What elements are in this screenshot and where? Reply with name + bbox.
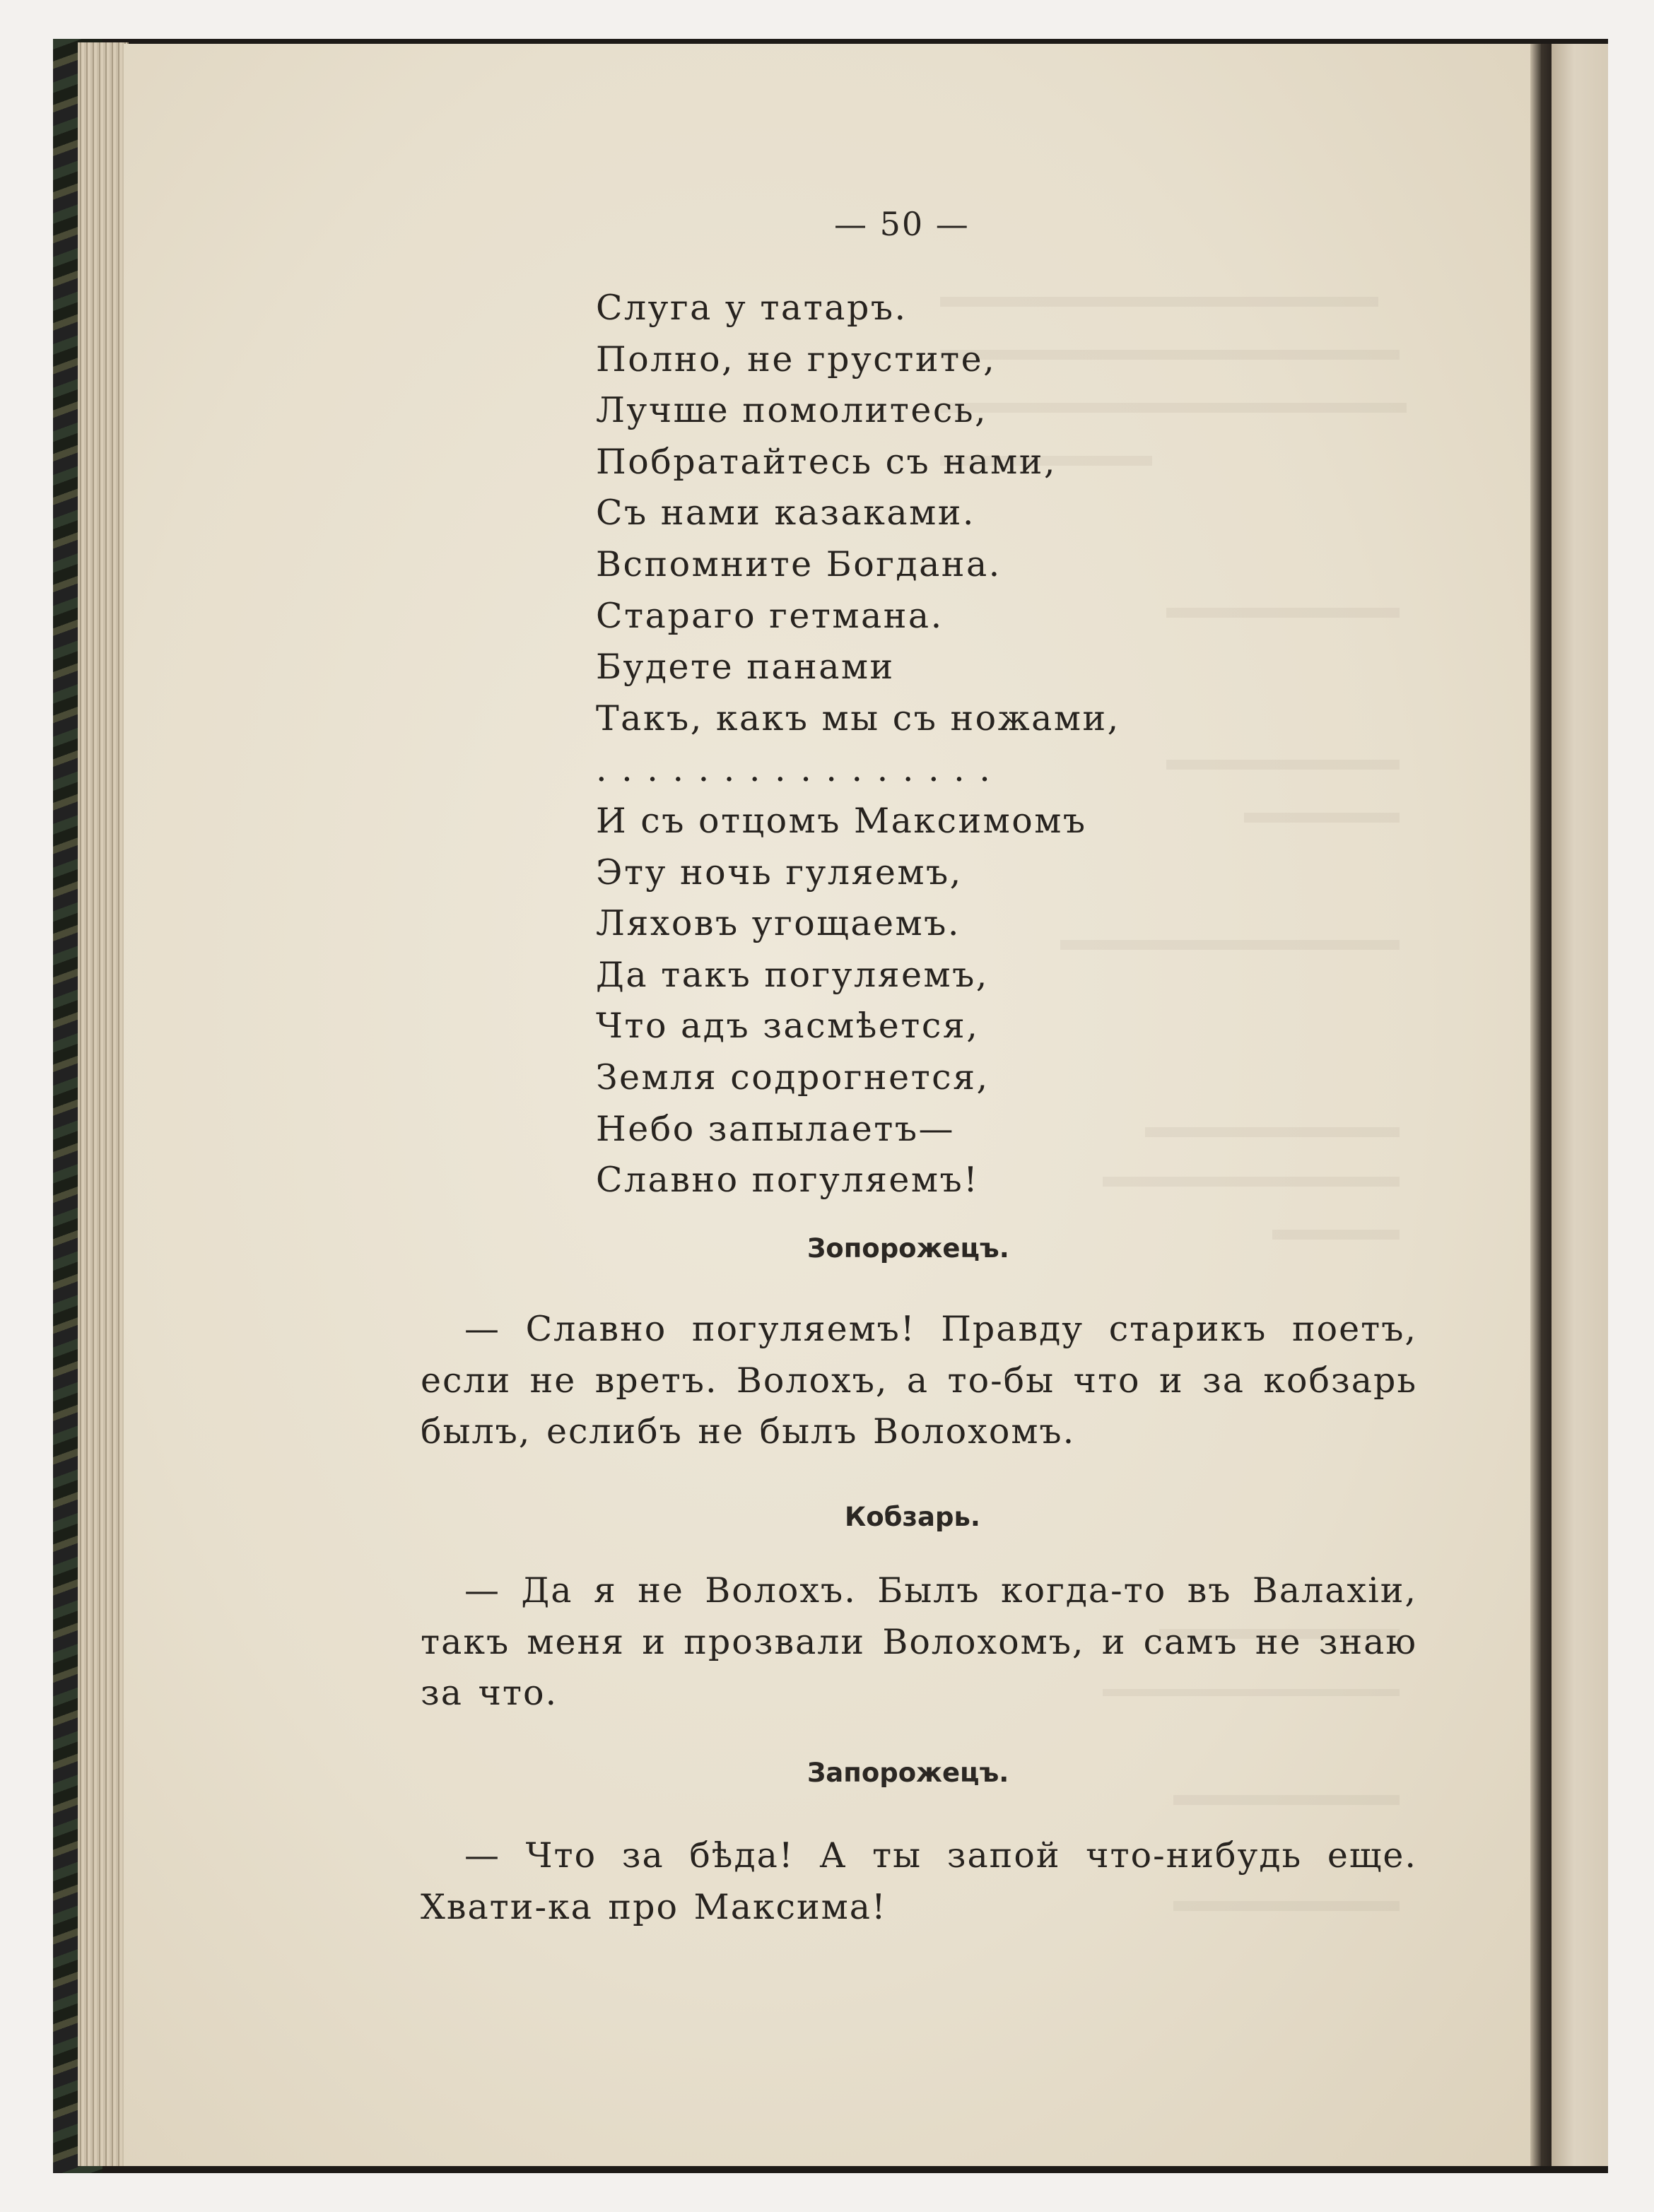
verse-line: Стараго гетмана. xyxy=(596,595,944,636)
facing-page-edge xyxy=(1552,44,1608,2166)
verse-line: Ляховъ угощаемъ. xyxy=(596,903,961,944)
dialogue-paragraph: — Что за бѣда! А ты запой что-нибудь еще. Хвати-ка про Максима! xyxy=(421,1835,1417,1927)
page-stack-edges xyxy=(78,42,129,2166)
verse-line: Да такъ погуляемъ, xyxy=(596,954,989,995)
verse-line: Вспомните Богдана. xyxy=(596,543,1002,584)
verse-line: Славно погуляемъ! xyxy=(596,1160,980,1201)
verse-line: Небо запылаетъ— xyxy=(596,1108,956,1149)
verse-line: Что адъ засмѣется, xyxy=(596,1006,980,1047)
page-number: — 50 — xyxy=(834,205,970,243)
verse-line: Будете панами xyxy=(596,647,895,688)
speaker-name: Запорожецъ. xyxy=(807,1758,1009,1788)
verse-line: Лучше помолитесь, xyxy=(596,390,988,431)
verse-line: Такъ, какъ мы съ ножами, xyxy=(596,698,1120,739)
song-verse xyxy=(596,283,1120,1206)
verse-line: И съ отцомъ Максимомъ xyxy=(596,800,1087,841)
verse-line: Слуга у татаръ. xyxy=(596,288,908,328)
speaker-name: Кобзарь. xyxy=(845,1502,980,1532)
book-gutter xyxy=(1530,44,1552,2166)
verse-line: Съ нами казаками. xyxy=(596,493,975,534)
speaker-name: Зопорожецъ. xyxy=(807,1233,1009,1264)
dialogue-paragraph: — Да я не Волохъ. Былъ когда-то въ Валахіи, такъ меня и прозвали Волохомъ, и самъ не знаю за что. xyxy=(421,1570,1417,1713)
verse-line: Эту ночь гуляемъ, xyxy=(596,852,963,893)
verse-line: Побратайтесь съ нами, xyxy=(596,441,1057,482)
verse-line: Полно, не грустите, xyxy=(596,339,997,380)
verse-ellipsis: . . . . . . . . . . . . . . . . xyxy=(596,749,992,790)
dialogue-paragraph: — Славно погуляемъ! Правду старикъ поетъ, если не вретъ. Волохъ, а то-бы что и за кобзарь былъ, еслибъ не былъ Волохомъ. xyxy=(421,1309,1417,1452)
verse-line: Земля содрогнется, xyxy=(596,1057,990,1098)
